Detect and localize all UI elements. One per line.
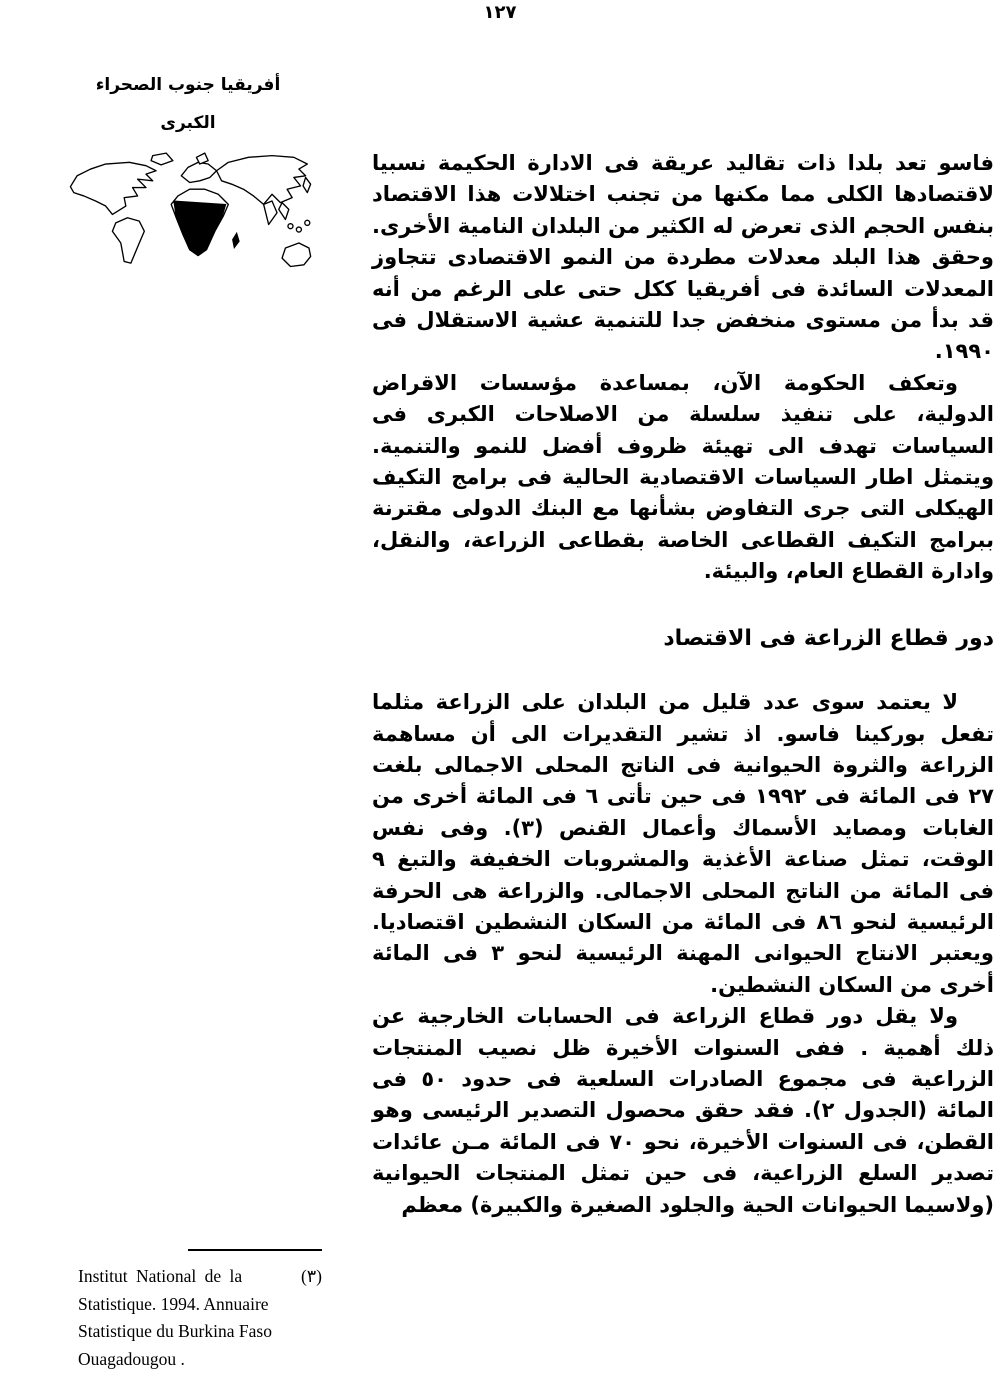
paragraph-2: وتعكف الحكومة الآن، بمساعدة مؤسسات الاقراض الدولية، على تنفيذ سلسلة من الاصلاحات الكبرى فى السياسات تهدف الى تهيئة ظروف أفضل للنمو والتنمية. ويتمثل اطار السياسات الاقتصادية الحالية فى برامج التكيف الهيكلى التى جرى التفاوض بشأنها مع البنك الدولى مقترنة ببرامج التكيف القطاعى الخاصة بقطاعى الزراعة، والنقل، وادارة القطاع العام، والبيئة.	[372, 370, 994, 584]
map-india	[264, 201, 277, 225]
map-subsaharan-africa-highlight	[174, 201, 226, 256]
map-japan	[303, 177, 311, 192]
map-europe	[181, 162, 216, 182]
footnote-divider	[188, 1249, 322, 1251]
footnote-line-1	[78, 1263, 322, 1291]
page-number: ١٢٧	[483, 2, 517, 23]
footnote-line-1-text: Institut National de la	[78, 1266, 243, 1286]
map-madagascar	[233, 233, 240, 248]
footnote-line-2: Statistique. 1994. Annuaire	[78, 1293, 269, 1314]
footnote-line-3: Statistique du Burkina Faso	[78, 1321, 272, 1341]
footnote	[78, 1249, 322, 1373]
map-southeast-asia	[279, 203, 289, 220]
paragraph-4: ولا يقل دور قطاع الزراعة فى الحسابات الخارجية عن ذلك أهمية . ففى السنوات الأخيرة ظل نصيب المنتجات الزراعية فى مجموع الصادرات السلعية فى حدود ٥٠ فى المائة (الجدول ٢). فقد حقق محصول التصدير الرئيسى وهو القطن، فى السنوات الأخيرة، نحو ٧٠ فى المائة مـن عائدات تصدير السلع الزراعية، فى حين تمثل المنتجات الحيوانية (ولاسيما الحيوانات الحية والجلود الصغيرة والكبيرة) معظم	[372, 1004, 995, 1217]
sidebar	[62, 74, 314, 280]
map-australia	[282, 243, 311, 267]
map-indonesia-2	[296, 227, 301, 232]
world-map-subsaharan-africa-icon	[62, 148, 314, 280]
map-north-america	[70, 162, 156, 214]
paragraph-1: فاسو تعد بلدا ذات تقاليد عريقة فى الادارة الحكيمة نسبيا لاقتصادها الكلى مما مكنها من تجنب اختلالات هذا الاقتصاد بنفس الحجم الذى تعرض له الكثير من البلدان النامية الأخرى. وحقق هذا البلد معدلات مطردة من النمو الاقتصادى تتجاوز المعدلات السائدة فى أفريقيا ككل حتى على الرغم من أنه قد بدأ من مستوى منخفض جدا للتنمية عشية الاستقلال فى ١٩٩٠.	[372, 151, 994, 364]
map-indonesia-3	[305, 220, 310, 225]
map-caption-line-2: الكبرى	[160, 113, 216, 133]
section-heading-agriculture-role: دور قطاع الزراعة فى الاقتصاد	[663, 625, 994, 651]
map-greenland	[151, 153, 173, 165]
map-indonesia-1	[288, 224, 293, 229]
main-text-column	[372, 148, 994, 1221]
paragraph-3: لا يعتمد سوى عدد قليل من البلدان على الزراعة مثلما تفعل بوركينا فاسو. اذ تشير التقديرات الى أن مساهمة الزراعة والثروة الحيوانية فى الناتج المحلى الاجمالى بلغت ٢٧ فى المائة فى ١٩٩٢ فى حين تأتى ٦ فى المائة أخرى من الغابات ومصايد الأسماك وأعمال القنص (٣). وفى نفس الوقت، تمثل صناعة الأغذية والمشروبات الخفيفة والتبغ ٩ فى المائة من الناتج المحلى الاجمالى. والزراعة هى الحرفة الرئيسية لنحو ٨٦ فى المائة من السكان النشطين اقتصاديا. ويعتبر الانتاج الحيوانى المهنة الرئيسية لنحو ٣ فى المائة أخرى من السكان النشطين.	[372, 690, 994, 997]
map-caption-line-1: أفريقيا جنوب الصحراء	[95, 75, 281, 95]
footnote-line-4: Ouagadougou .	[78, 1348, 185, 1369]
map-south-america	[112, 218, 144, 263]
footnote-marker: (٣)	[300, 1266, 322, 1286]
map-asia	[217, 156, 308, 205]
